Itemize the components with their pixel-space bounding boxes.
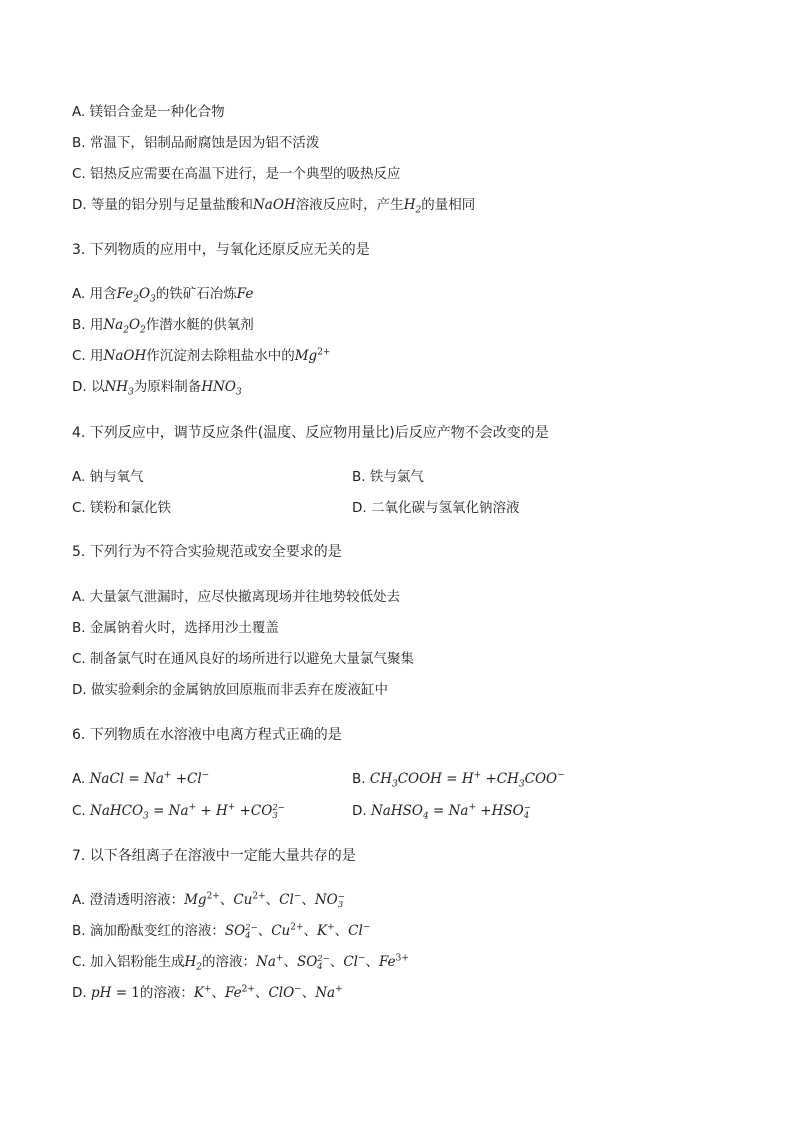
q2-option-c: C. 铝热反应需要在高温下进行，是一个典型的吸热反应 [72, 166, 401, 182]
q4-stem: 4. 下列反应中，调节反应条件(温度、反应物用量比)后反应产物不会改变的是 [72, 425, 549, 441]
q7-option-b: B. 滴加酚酞变红的溶液：SO 2− 4 、$Cu^{2+}$、K+、Cl− [72, 922, 371, 941]
q6-option-b: B. $CH_3COOH = H^+ +CH_3COO^-$ [352, 770, 565, 790]
q3-stem: 3. 下列物质的应用中，与氧化还原反应无关的是 [72, 242, 370, 258]
q5-option-a: A. 大量氯气泄漏时，应尽快撤离现场并往地势较低处去 [72, 589, 401, 605]
q7-stem: 7. 以下各组离子在溶液中一定能大量共存的是 [72, 848, 356, 864]
q4-option-b: B. 铁与氯气 [352, 469, 424, 485]
q6-option-c: C. NaHCO$_3$ = Na+ + H+ +CO 2− 3 [72, 802, 285, 822]
q7-option-a: A. 澄清透明溶液：$Mg^{2+}$、$Cu^{2+}$、Cl−、NO − 3 [72, 891, 345, 910]
q4-option-d: D. 二氧化碳与氢氧化钠溶液 [352, 500, 520, 516]
q6-option-d: D. NaHSO$_4$ = Na+ +HSO − 4 [352, 802, 531, 822]
q5-option-b: B. 金属钠着火时，选择用沙土覆盖 [72, 620, 279, 636]
q2-option-a: A. 镁铝合金是一种化合物 [72, 104, 225, 120]
q3-option-d: D. 以$NH_3$为原料制备$HNO_3$ [72, 379, 242, 398]
q7-option-d: D. pH = 1的溶液：K+、$Fe^{2+}$、ClO−、Na+ [72, 984, 343, 1001]
q3-option-a: A. 用含$Fe_2O_3$的铁矿石冶炼Fe [72, 286, 254, 305]
q2-option-d: D. 等量的铝分别与足量盐酸和NaOH溶液反应时，产生$H_2$的量相同 [72, 197, 476, 216]
q3-option-b: B. 用$Na_2O_2$作潜水艇的供氧剂 [72, 317, 254, 336]
q4-option-c: C. 镁粉和氯化铁 [72, 500, 172, 516]
q6-option-a: A. NaCl = Na+ +Cl− [72, 770, 210, 787]
q4-option-a: A. 钠与氧气 [72, 469, 144, 485]
q7-option-c: C. 加入铝粉能生成$H_2$的溶液：Na+、SO 2− 4 、Cl−、$Fe^{3+}$ [72, 953, 409, 973]
q2-option-b: B. 常温下，铝制品耐腐蚀是因为铝不活泼 [72, 135, 320, 151]
q6-stem: 6. 下列物质在水溶液中电离方程式正确的是 [72, 727, 342, 743]
q5-option-d: D. 做实验剩余的金属钠放回原瓶而非丢弃在废液缸中 [72, 682, 388, 698]
q3-option-c: C. 用NaOH作沉淀剂去除粗盐水中的$Mg^{2+}$ [72, 347, 331, 364]
q5-option-c: C. 制备氯气时在通风良好的场所进行以避免大量氯气聚集 [72, 651, 415, 667]
q5-stem: 5. 下列行为不符合实验规范或安全要求的是 [72, 544, 342, 560]
